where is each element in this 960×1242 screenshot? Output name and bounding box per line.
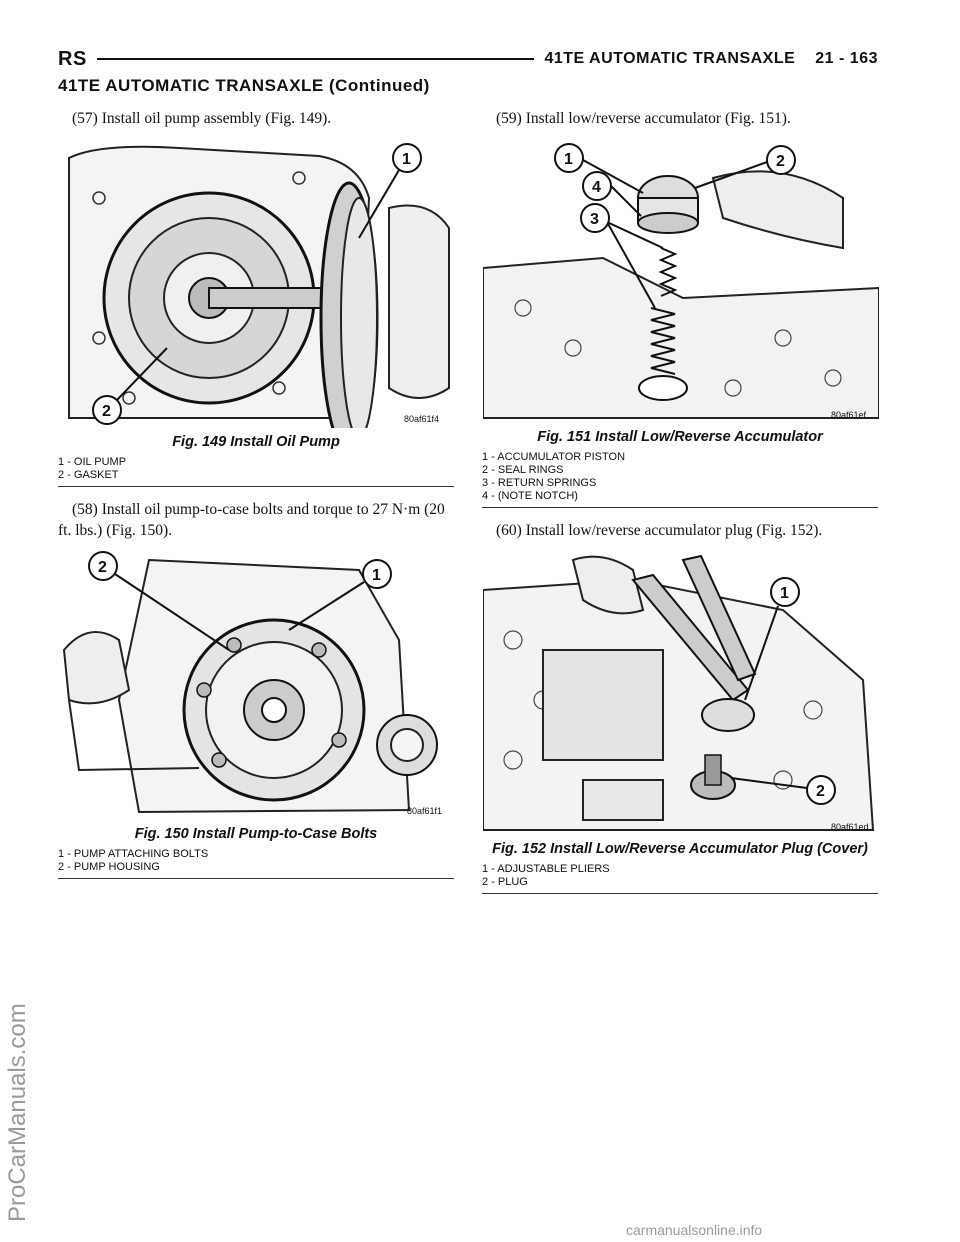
left-column — [58, 108, 454, 879]
callout-1: 1 — [402, 151, 411, 168]
figure-divider — [482, 507, 878, 508]
legend-item: 1 - ADJUSTABLE PLIERS — [482, 863, 610, 875]
right-column — [482, 108, 878, 894]
figure-149 — [58, 137, 454, 487]
accumulator-plug-illustration — [482, 549, 880, 836]
figure-legend — [482, 451, 878, 503]
callout-2: 2 — [776, 153, 785, 170]
legend-item: 3 - RETURN SPRINGS — [482, 477, 597, 489]
legend-item: 1 - OIL PUMP — [58, 456, 127, 468]
figure-id: 80af61f4 — [404, 414, 440, 424]
callout-1: 1 — [372, 567, 381, 584]
callout-2: 2 — [816, 783, 825, 800]
figure-150 — [58, 549, 454, 879]
side-watermark: ProCarManuals.com — [4, 1003, 31, 1222]
figure-divider — [58, 486, 454, 487]
legend-item: 2 - PLUG — [482, 876, 528, 888]
pump-bolts-illustration — [58, 549, 456, 821]
callout-2: 2 — [102, 403, 111, 420]
legend-item: 2 - PUMP HOUSING — [58, 861, 160, 873]
header-chapter-title: 41TE AUTOMATIC TRANSAXLE — [544, 50, 796, 67]
figure-divider — [482, 893, 878, 894]
callout-1: 1 — [564, 151, 573, 168]
legend-item: 1 - PUMP ATTACHING BOLTS — [58, 848, 209, 860]
figure-id: 80af61f1 — [407, 806, 443, 816]
figure-legend — [58, 848, 454, 874]
figure-caption: Fig. 149 Install Oil Pump — [172, 434, 340, 450]
callout-3: 3 — [590, 211, 599, 228]
step-59: (59) Install low/reverse accumulator (Fig. 151). — [496, 110, 791, 127]
legend-item: 2 - GASKET — [58, 469, 119, 481]
header-model-code: RS — [58, 47, 87, 70]
figure-152 — [482, 549, 878, 894]
figure-151 — [482, 137, 878, 508]
figure-caption: Fig. 152 Install Low/Reverse Accumulator Plug (Cover) — [492, 841, 868, 857]
callout-1: 1 — [780, 585, 789, 602]
oil-pump-illustration — [58, 137, 456, 429]
legend-item: 1 - ACCUMULATOR PISTON — [482, 451, 626, 463]
step-60: (60) Install low/reverse accumulator plug (Fig. 152). — [496, 522, 823, 539]
figure-caption: Fig. 150 Install Pump-to-Case Bolts — [134, 826, 378, 842]
figure-legend — [482, 863, 878, 889]
header-rule — [97, 58, 535, 60]
step-58: (58) Install oil pump-to-case bolts and torque to 27 N·m (20 ft. lbs.) (Fig. 150). — [58, 501, 445, 539]
header-page-number: 21 - 163 — [815, 50, 878, 67]
footer-url[interactable]: carmanualsonline.info — [626, 1222, 763, 1238]
figure-id: 80af61ed — [831, 822, 869, 832]
callout-2: 2 — [98, 559, 107, 576]
figure-legend — [58, 456, 454, 482]
callout-4: 4 — [592, 179, 601, 196]
figure-divider — [58, 878, 454, 879]
figure-id: 80af61ef — [831, 410, 867, 420]
legend-item: 2 - SEAL RINGS — [482, 464, 564, 476]
section-title: 41TE AUTOMATIC TRANSAXLE (Continued) — [58, 76, 430, 95]
accumulator-illustration — [482, 137, 880, 424]
page-header — [58, 46, 878, 72]
figure-caption: Fig. 151 Install Low/Reverse Accumulator — [537, 429, 823, 445]
step-57: (57) Install oil pump assembly (Fig. 149). — [72, 110, 332, 127]
legend-item: 4 - (NOTE NOTCH) — [482, 490, 578, 502]
